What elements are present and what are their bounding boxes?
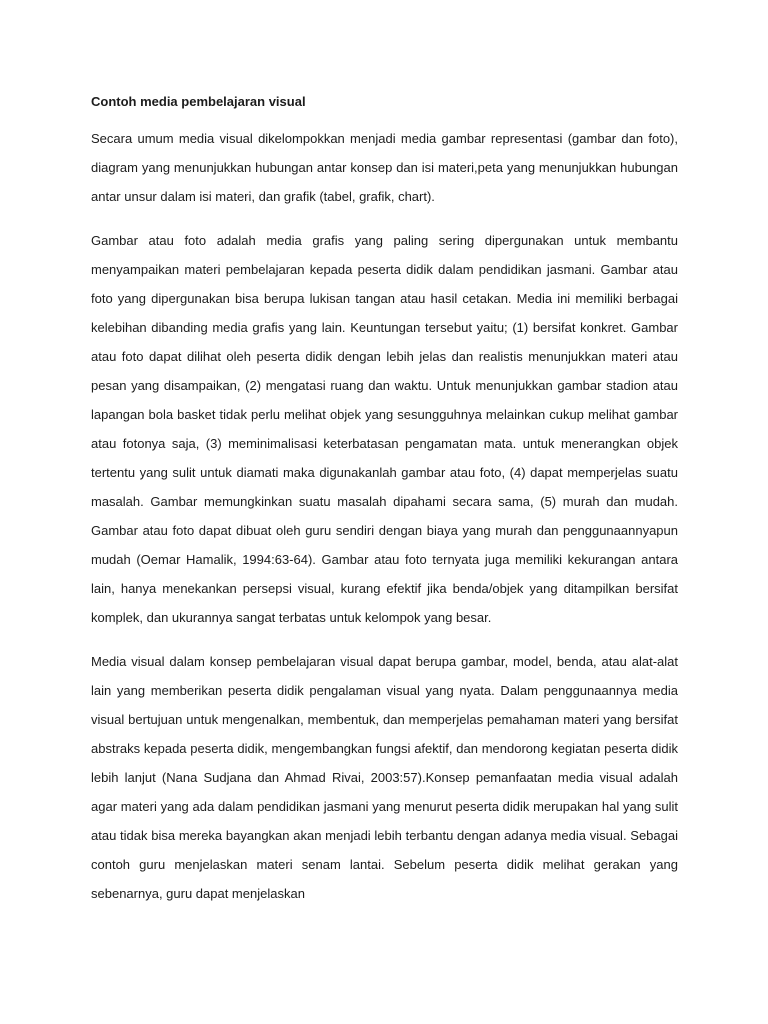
paragraph-media-visual: Media visual dalam konsep pembelajaran visual dapat berupa gambar, model, benda, atau alat-alat lain yang memberikan peserta didik pengalaman visual yang nyata. Dalam penggunaannya media visual bertujuan untuk mengenalkan, membentuk, dan memperjelas pemahaman materi yang bersifat abstraks kepada peserta didik, mengembangkan fungsi afektif, dan mendorong kegiatan peserta didik lebih lanjut (Nana Sudjana dan Ahmad Rivai, 2003:57).Konsep pemanfaatan media visual adalah agar materi yang ada dalam pendidikan jasmani yang menurut peserta didik merupakan hal yang sulit atau tidak bisa mereka bayangkan akan menjadi lebih terbantu dengan adanya media visual. Sebagai contoh guru menjelaskan materi senam lantai. Sebelum peserta didik melihat gerakan yang sebenarnya, guru dapat menjelaskan — [91, 654, 678, 901]
paragraph-intro: Secara umum media visual dikelompokkan menjadi media gambar representasi (gambar dan foto), diagram yang menunjukkan hubungan antar konsep dan isi materi,peta yang menunjukkan hubungan antar unsur dalam isi materi, dan grafik (tabel, grafik, chart). — [91, 131, 678, 204]
paragraph-gambar-foto: Gambar atau foto adalah media grafis yang paling sering dipergunakan untuk membantu menyampaikan materi pembelajaran kepada peserta didik dalam pendidikan jasmani. Gambar atau foto yang dipergunakan bisa berupa lukisan tangan atau hasil cetakan. Media ini memiliki berbagai kelebihan dibanding media grafis yang lain. Keuntungan tersebut yaitu; (1) bersifat konkret. Gambar atau foto dapat dilihat oleh peserta didik dengan lebih jelas dan realistis menunjukkan materi atau pesan yang disampaikan, (2) mengatasi ruang dan waktu. Untuk menunjukkan gambar stadion atau lapangan bola basket tidak perlu melihat objek yang sesungguhnya melainkan cukup melihat gambar atau fotonya saja, (3) meminimalisasi keterbatasan pengamatan mata. untuk menerangkan objek tertentu yang sulit untuk diamati maka digunakanlah gambar atau foto, (4) dapat memperjelas suatu masalah. Gambar memungkinkan suatu masalah dipahami secara sama, (5) murah dan mudah. Gambar atau foto dapat dibuat oleh guru sendiri dengan biaya yang murah dan penggunaannyapun mudah (Oemar Hamalik, 1994:63-64). Gambar atau foto ternyata juga memiliki kekurangan antara lain, hanya menekankan persepsi visual, kurang efektif jika benda/objek yang ditampilkan bersifat komplek, dan ukurannya sangat terbatas untuk kelompok yang besar. — [91, 233, 678, 625]
document-title: Contoh media pembelajaran visual — [91, 94, 306, 109]
document-body — [91, 93, 678, 923]
